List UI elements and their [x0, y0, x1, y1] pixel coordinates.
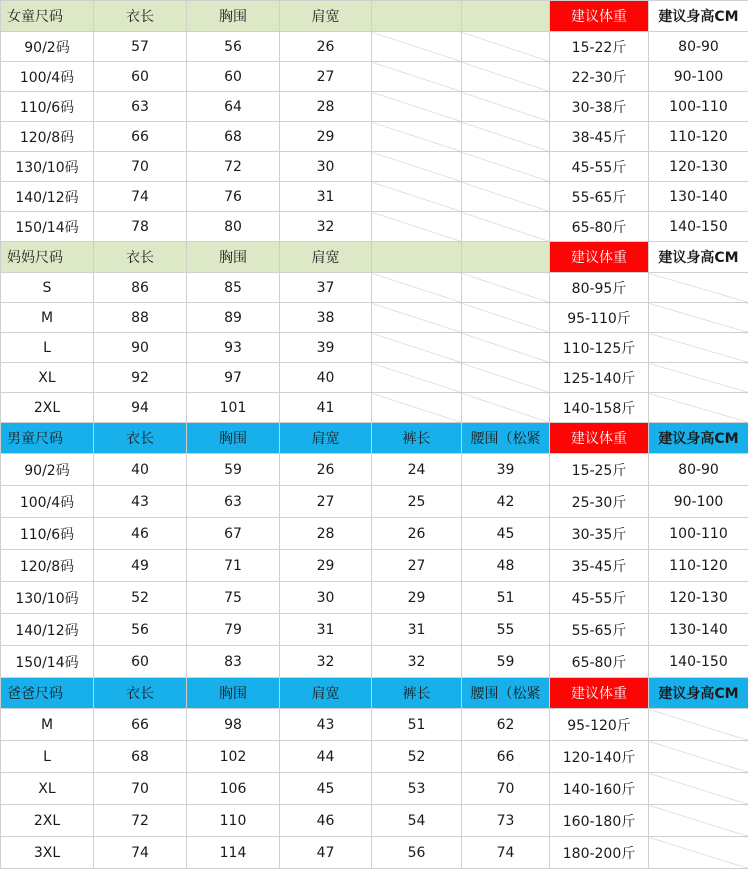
- weight-cell: 110-125斤: [550, 333, 649, 363]
- length-cell: 60: [94, 646, 187, 678]
- size-cell: 140/12码: [1, 614, 94, 646]
- waist-cell: [462, 182, 550, 212]
- waist-cell: [462, 273, 550, 303]
- length-cell: 90: [94, 333, 187, 363]
- size-cell: 120/8码: [1, 550, 94, 582]
- shoulder-cell: 46: [280, 805, 372, 837]
- table-row: [1, 152, 748, 182]
- chest-cell: 64: [187, 92, 280, 122]
- length-cell: 74: [94, 182, 187, 212]
- weight-cell: 160-180斤: [550, 805, 649, 837]
- chest-cell: 106: [187, 773, 280, 805]
- length-cell: 63: [94, 92, 187, 122]
- pants-length-cell: 52: [372, 741, 462, 773]
- height-cell: [649, 709, 748, 741]
- size-cell: 140/12码: [1, 182, 94, 212]
- size-cell: XL: [1, 363, 94, 393]
- shoulder-cell: 31: [280, 614, 372, 646]
- height-cell: [649, 303, 748, 333]
- table-row: [1, 212, 748, 242]
- weight-cell: 140-160斤: [550, 773, 649, 805]
- size-cell: 130/10码: [1, 152, 94, 182]
- pants-length-cell: [372, 303, 462, 333]
- weight-cell: 180-200斤: [550, 837, 649, 869]
- weight-cell: 140-158斤: [550, 393, 649, 423]
- size-cell: 3XL: [1, 837, 94, 869]
- boys-header-row: [1, 423, 748, 454]
- pants-length-cell: 31: [372, 614, 462, 646]
- shoulder-cell: 37: [280, 273, 372, 303]
- table-row: [1, 333, 748, 363]
- height-cell: 140-150: [649, 646, 748, 678]
- table-row: [1, 62, 748, 92]
- chest-cell: 79: [187, 614, 280, 646]
- length-cell: 94: [94, 393, 187, 423]
- pants-length-cell: [372, 32, 462, 62]
- shoulder-cell: 29: [280, 550, 372, 582]
- shoulder-cell: 31: [280, 182, 372, 212]
- weight-cell: 120-140斤: [550, 741, 649, 773]
- pants-length-cell: [372, 363, 462, 393]
- chest-cell: 93: [187, 333, 280, 363]
- shoulder-cell: 29: [280, 122, 372, 152]
- height-cell: [649, 741, 748, 773]
- table-row: [1, 646, 748, 678]
- table-row: [1, 92, 748, 122]
- moms-header-row: [1, 242, 748, 273]
- shoulder-cell: 38: [280, 303, 372, 333]
- table-row: [1, 303, 748, 333]
- chest-cell: 63: [187, 486, 280, 518]
- shoulder-cell: 45: [280, 773, 372, 805]
- chest-cell: 56: [187, 32, 280, 62]
- size-cell: 150/14码: [1, 646, 94, 678]
- column-header: [372, 1, 462, 32]
- length-cell: 68: [94, 741, 187, 773]
- weight-header: 建议体重: [550, 423, 649, 454]
- height-cell: 100-110: [649, 518, 748, 550]
- weight-cell: 35-45斤: [550, 550, 649, 582]
- height-header: 建议身高CM: [649, 423, 748, 454]
- chest-cell: 114: [187, 837, 280, 869]
- height-cell: 130-140: [649, 182, 748, 212]
- table-row: [1, 518, 748, 550]
- waist-cell: 59: [462, 646, 550, 678]
- height-header: 建议身高CM: [649, 242, 748, 273]
- height-cell: [649, 393, 748, 423]
- shoulder-cell: 28: [280, 92, 372, 122]
- pants-length-cell: 27: [372, 550, 462, 582]
- length-cell: 88: [94, 303, 187, 333]
- weight-cell: 45-55斤: [550, 152, 649, 182]
- shoulder-cell: 26: [280, 454, 372, 486]
- chest-cell: 76: [187, 182, 280, 212]
- column-header: 裤长: [372, 423, 462, 454]
- table-row: [1, 709, 748, 741]
- weight-cell: 125-140斤: [550, 363, 649, 393]
- waist-cell: 45: [462, 518, 550, 550]
- table-row: [1, 741, 748, 773]
- shoulder-cell: 44: [280, 741, 372, 773]
- column-header: 胸围: [187, 1, 280, 32]
- chest-cell: 60: [187, 62, 280, 92]
- length-cell: 66: [94, 709, 187, 741]
- size-cell: L: [1, 741, 94, 773]
- column-header: 胸围: [187, 423, 280, 454]
- dads-section: [1, 678, 748, 709]
- height-cell: [649, 805, 748, 837]
- weight-cell: 80-95斤: [550, 273, 649, 303]
- size-cell: 100/4码: [1, 486, 94, 518]
- length-cell: 74: [94, 837, 187, 869]
- pants-length-cell: [372, 182, 462, 212]
- weight-cell: 15-25斤: [550, 454, 649, 486]
- height-cell: [649, 837, 748, 869]
- pants-length-cell: 25: [372, 486, 462, 518]
- pants-length-cell: [372, 212, 462, 242]
- chest-cell: 110: [187, 805, 280, 837]
- length-cell: 70: [94, 773, 187, 805]
- table-row: [1, 393, 748, 423]
- size-cell: 130/10码: [1, 582, 94, 614]
- table-row: [1, 182, 748, 212]
- pants-length-cell: 26: [372, 518, 462, 550]
- waist-cell: 42: [462, 486, 550, 518]
- table-row: [1, 614, 748, 646]
- size-cell: 110/6码: [1, 92, 94, 122]
- column-header: 腰围（松紧: [462, 678, 550, 709]
- height-cell: 110-120: [649, 550, 748, 582]
- weight-header: 建议体重: [550, 1, 649, 32]
- height-cell: [649, 773, 748, 805]
- weight-header: 建议体重: [550, 242, 649, 273]
- boys-section: [1, 423, 748, 454]
- chest-cell: 98: [187, 709, 280, 741]
- chest-cell: 101: [187, 393, 280, 423]
- chest-cell: 67: [187, 518, 280, 550]
- length-cell: 60: [94, 62, 187, 92]
- waist-cell: [462, 333, 550, 363]
- size-cell: S: [1, 273, 94, 303]
- length-cell: 52: [94, 582, 187, 614]
- waist-cell: 55: [462, 614, 550, 646]
- weight-header: 建议体重: [550, 678, 649, 709]
- weight-cell: 15-22斤: [550, 32, 649, 62]
- column-header: 胸围: [187, 242, 280, 273]
- column-header: 衣长: [94, 678, 187, 709]
- size-cell: XL: [1, 773, 94, 805]
- shoulder-cell: 32: [280, 646, 372, 678]
- table-row: [1, 805, 748, 837]
- table-row: [1, 454, 748, 486]
- column-header: 肩宽: [280, 1, 372, 32]
- pants-length-cell: [372, 152, 462, 182]
- height-cell: 90-100: [649, 62, 748, 92]
- column-header: 胸围: [187, 678, 280, 709]
- chest-cell: 83: [187, 646, 280, 678]
- height-cell: [649, 363, 748, 393]
- weight-cell: 65-80斤: [550, 212, 649, 242]
- weight-cell: 30-38斤: [550, 92, 649, 122]
- girls-rows: [1, 32, 748, 242]
- height-cell: 80-90: [649, 454, 748, 486]
- length-cell: 92: [94, 363, 187, 393]
- waist-cell: 66: [462, 741, 550, 773]
- size-label-header: 爸爸尺码: [1, 678, 94, 709]
- shoulder-cell: 32: [280, 212, 372, 242]
- size-cell: 2XL: [1, 805, 94, 837]
- chest-cell: 72: [187, 152, 280, 182]
- column-header: 肩宽: [280, 423, 372, 454]
- pants-length-cell: 56: [372, 837, 462, 869]
- height-cell: 110-120: [649, 122, 748, 152]
- table-row: [1, 582, 748, 614]
- length-cell: 43: [94, 486, 187, 518]
- shoulder-cell: 30: [280, 582, 372, 614]
- table-row: [1, 550, 748, 582]
- pants-length-cell: [372, 333, 462, 363]
- dads-header-row: [1, 678, 748, 709]
- size-label-header: 男童尺码: [1, 423, 94, 454]
- weight-cell: 95-110斤: [550, 303, 649, 333]
- waist-cell: [462, 363, 550, 393]
- length-cell: 40: [94, 454, 187, 486]
- size-cell: 120/8码: [1, 122, 94, 152]
- chest-cell: 89: [187, 303, 280, 333]
- column-header: [462, 1, 550, 32]
- boys-rows: [1, 454, 748, 678]
- length-cell: 72: [94, 805, 187, 837]
- dads-rows: [1, 709, 748, 869]
- height-cell: 100-110: [649, 92, 748, 122]
- height-cell: 120-130: [649, 152, 748, 182]
- moms-rows: [1, 273, 748, 423]
- waist-cell: 73: [462, 805, 550, 837]
- shoulder-cell: 40: [280, 363, 372, 393]
- chest-cell: 102: [187, 741, 280, 773]
- waist-cell: 48: [462, 550, 550, 582]
- shoulder-cell: 28: [280, 518, 372, 550]
- weight-cell: 38-45斤: [550, 122, 649, 152]
- column-header: 腰围（松紧: [462, 423, 550, 454]
- length-cell: 70: [94, 152, 187, 182]
- pants-length-cell: [372, 393, 462, 423]
- waist-cell: 51: [462, 582, 550, 614]
- column-header: 裤长: [372, 678, 462, 709]
- pants-length-cell: 54: [372, 805, 462, 837]
- waist-cell: [462, 212, 550, 242]
- table-row: [1, 32, 748, 62]
- pants-length-cell: 32: [372, 646, 462, 678]
- column-header: [462, 242, 550, 273]
- size-cell: 100/4码: [1, 62, 94, 92]
- pants-length-cell: 53: [372, 773, 462, 805]
- size-cell: 150/14码: [1, 212, 94, 242]
- size-cell: 2XL: [1, 393, 94, 423]
- weight-cell: 45-55斤: [550, 582, 649, 614]
- chest-cell: 59: [187, 454, 280, 486]
- pants-length-cell: [372, 273, 462, 303]
- chest-cell: 75: [187, 582, 280, 614]
- waist-cell: 74: [462, 837, 550, 869]
- column-header: 衣长: [94, 1, 187, 32]
- size-cell: L: [1, 333, 94, 363]
- pants-length-cell: [372, 92, 462, 122]
- length-cell: 56: [94, 614, 187, 646]
- column-header: 衣长: [94, 242, 187, 273]
- chest-cell: 80: [187, 212, 280, 242]
- column-header: [372, 242, 462, 273]
- pants-length-cell: 51: [372, 709, 462, 741]
- chest-cell: 85: [187, 273, 280, 303]
- weight-cell: 95-120斤: [550, 709, 649, 741]
- shoulder-cell: 43: [280, 709, 372, 741]
- table-row: [1, 122, 748, 152]
- column-header: 肩宽: [280, 242, 372, 273]
- table-row: [1, 363, 748, 393]
- pants-length-cell: [372, 62, 462, 92]
- table-row: [1, 486, 748, 518]
- size-cell: M: [1, 303, 94, 333]
- waist-cell: [462, 122, 550, 152]
- weight-cell: 65-80斤: [550, 646, 649, 678]
- column-header: 肩宽: [280, 678, 372, 709]
- height-cell: [649, 273, 748, 303]
- size-cell: 110/6码: [1, 518, 94, 550]
- length-cell: 66: [94, 122, 187, 152]
- waist-cell: [462, 92, 550, 122]
- waist-cell: [462, 152, 550, 182]
- size-label-header: 女童尺码: [1, 1, 94, 32]
- waist-cell: [462, 393, 550, 423]
- shoulder-cell: 39: [280, 333, 372, 363]
- height-cell: 90-100: [649, 486, 748, 518]
- height-cell: 120-130: [649, 582, 748, 614]
- size-cell: 90/2码: [1, 454, 94, 486]
- length-cell: 86: [94, 273, 187, 303]
- shoulder-cell: 41: [280, 393, 372, 423]
- girls-header-row: [1, 1, 748, 32]
- pants-length-cell: [372, 122, 462, 152]
- height-cell: 130-140: [649, 614, 748, 646]
- shoulder-cell: 27: [280, 486, 372, 518]
- waist-cell: [462, 62, 550, 92]
- weight-cell: 25-30斤: [550, 486, 649, 518]
- length-cell: 49: [94, 550, 187, 582]
- pants-length-cell: 24: [372, 454, 462, 486]
- moms-section: [1, 242, 748, 273]
- column-header: 衣长: [94, 423, 187, 454]
- table-row: [1, 273, 748, 303]
- girls-section: [1, 1, 748, 32]
- weight-cell: 30-35斤: [550, 518, 649, 550]
- shoulder-cell: 47: [280, 837, 372, 869]
- waist-cell: 62: [462, 709, 550, 741]
- shoulder-cell: 30: [280, 152, 372, 182]
- length-cell: 46: [94, 518, 187, 550]
- length-cell: 78: [94, 212, 187, 242]
- chest-cell: 71: [187, 550, 280, 582]
- height-header: 建议身高CM: [649, 678, 748, 709]
- height-header: 建议身高CM: [649, 1, 748, 32]
- waist-cell: [462, 303, 550, 333]
- pants-length-cell: 29: [372, 582, 462, 614]
- weight-cell: 55-65斤: [550, 182, 649, 212]
- shoulder-cell: 27: [280, 62, 372, 92]
- waist-cell: [462, 32, 550, 62]
- height-cell: [649, 333, 748, 363]
- table-row: [1, 773, 748, 805]
- waist-cell: 70: [462, 773, 550, 805]
- weight-cell: 22-30斤: [550, 62, 649, 92]
- waist-cell: 39: [462, 454, 550, 486]
- height-cell: 140-150: [649, 212, 748, 242]
- size-label-header: 妈妈尺码: [1, 242, 94, 273]
- size-cell: 90/2码: [1, 32, 94, 62]
- weight-cell: 55-65斤: [550, 614, 649, 646]
- length-cell: 57: [94, 32, 187, 62]
- shoulder-cell: 26: [280, 32, 372, 62]
- table-row: [1, 837, 748, 869]
- chest-cell: 68: [187, 122, 280, 152]
- chest-cell: 97: [187, 363, 280, 393]
- size-cell: M: [1, 709, 94, 741]
- height-cell: 80-90: [649, 32, 748, 62]
